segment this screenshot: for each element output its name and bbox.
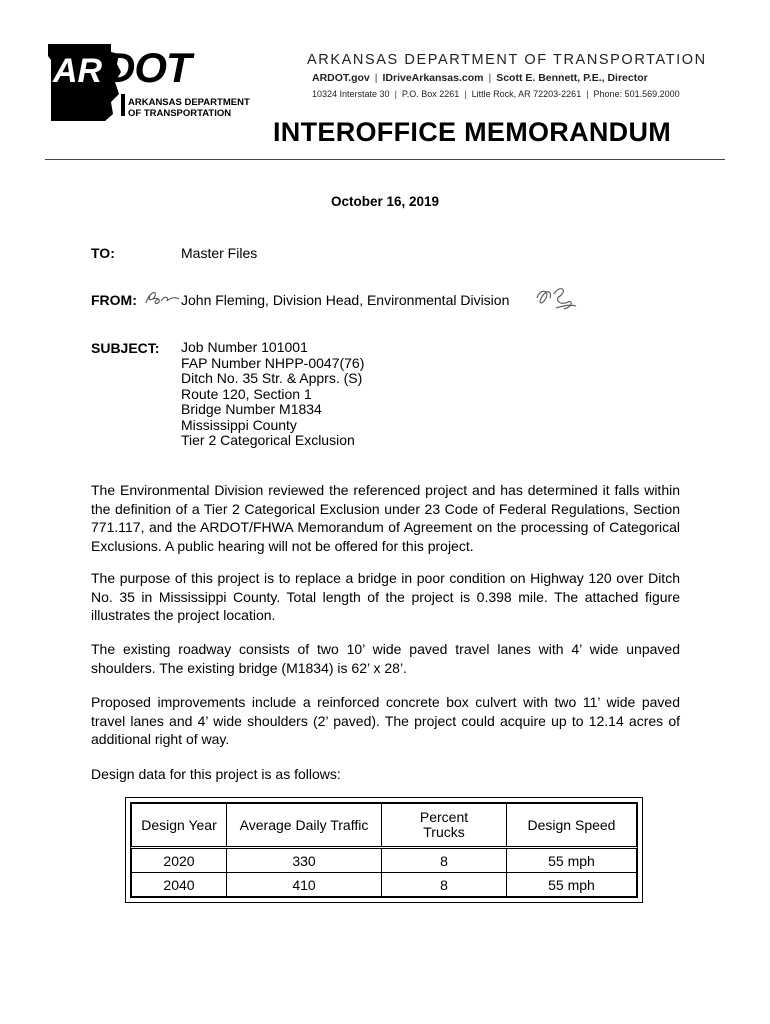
svg-text:DOT: DOT — [105, 44, 191, 91]
from-value: John Fleming, Division Head, Environmental Division — [181, 292, 510, 308]
table-header-row — [132, 804, 637, 848]
memo-date: October 16, 2019 — [330, 194, 440, 209]
to-value: Master Files — [181, 245, 258, 261]
paragraph-existing-roadway: The existing roadway consists of two 10’ wide paved travel lanes with 4’ wide unpaved shoulders. The existing bridge (M1834) is 62’ x 28’. — [91, 641, 680, 676]
paragraph-purpose: The purpose of this project is to replace a bridge in poor condition on Highway 120 over Ditch No. 35 in Mississippi County. Total length of the project is 0.398 mile. The attached figure illustrates the project location. — [91, 570, 680, 623]
paragraph-determination: The Environmental Division reviewed the referenced project and has determined it falls within the definition of a Tier 2 Categorical Exclusion under 23 Code of Federal Regulations, Section 771.117, and the ARDOT/FHWA Memorandum of Agreement on the processing of Categorical Exclusions. A public hearing will not be offered for this project. — [91, 482, 680, 554]
ardot-logo — [45, 42, 270, 122]
cell-percent-trucks: 8 — [382, 873, 507, 897]
subject-lines — [181, 340, 364, 449]
address-pobox: P.O. Box 2261 — [401, 89, 460, 99]
cell-design-year: 2020 — [132, 848, 227, 873]
svg-text:AR: AR — [53, 52, 103, 90]
subject-county: Mississippi County — [181, 416, 297, 433]
initials-signature-division — [534, 284, 578, 312]
cell-average-daily-traffic: 410 — [227, 873, 382, 897]
header-design-speed: Design Speed — [507, 804, 637, 848]
to-label: TO: — [91, 245, 115, 261]
svg-text:OF TRANSPORTATION: OF TRANSPORTATION — [128, 108, 232, 119]
address-city: Little Rock, AR 72203-2261 — [471, 89, 582, 99]
cell-design-speed: 55 mph — [507, 873, 637, 897]
director-name: Scott E. Bennett, P.E., Director — [496, 72, 648, 84]
cell-percent-trucks: 8 — [382, 848, 507, 873]
cell-design-speed: 55 mph — [507, 848, 637, 873]
header-average-daily-traffic: Average Daily Traffic — [227, 804, 382, 848]
subject-bridge-number: Bridge Number M1834 — [181, 401, 322, 417]
cell-design-year: 2040 — [132, 873, 227, 897]
cell-average-daily-traffic: 330 — [227, 848, 382, 873]
header-percent-trucks: Percent Trucks — [382, 804, 507, 848]
subject-ditch: Ditch No. 35 Str. & Apprs. (S) — [181, 370, 363, 386]
from-label: FROM: — [91, 292, 137, 308]
initials-signature-from — [143, 287, 181, 309]
org-name: ARKANSAS DEPARTMENT OF TRANSPORTATION — [307, 52, 707, 68]
org-address: 10324 Interstate 30 | P.O. Box 2261 | Little Rock, AR 72203-2261 | Phone: 501.569.2000 — [312, 89, 680, 99]
paragraph-design-intro: Design data for this project is as follows: — [91, 766, 341, 782]
website-idrive[interactable]: IDriveArkansas.com — [382, 72, 484, 84]
table-row — [132, 848, 637, 873]
org-contacts: ARDOT.gov | IDriveArkansas.com | Scott E. Bennett, P.E., Director — [312, 72, 648, 84]
subject-classification: Tier 2 Categorical Exclusion — [181, 432, 355, 448]
subject-job-number: Job Number 101001 — [181, 339, 308, 355]
paragraph-proposed-improvements: Proposed improvements include a reinforced concrete box culvert with two 11’ wide paved travel lanes and 4’ wide shoulders (2’ paved). The project could acquire up to 12.14 acres of additional right of way. — [91, 694, 680, 747]
table-row — [132, 873, 637, 897]
website-ardot[interactable]: ARDOT.gov — [312, 72, 370, 84]
memo-title: INTEROFFICE MEMORANDUM — [273, 117, 672, 147]
subject-label: SUBJECT: — [91, 340, 160, 356]
header-design-year: Design Year — [132, 804, 227, 848]
address-street: 10324 Interstate 30 — [312, 89, 390, 99]
design-data-table — [125, 797, 643, 903]
subject-fap-number: FAP Number NHPP-0047(76) — [181, 354, 365, 371]
header-divider — [45, 159, 725, 160]
subject-route: Route 120, Section 1 — [181, 385, 312, 402]
address-phone: Phone: 501.569.2000 — [593, 89, 680, 99]
svg-text:ARKANSAS DEPARTMENT: ARKANSAS DEPARTMENT — [128, 97, 250, 108]
